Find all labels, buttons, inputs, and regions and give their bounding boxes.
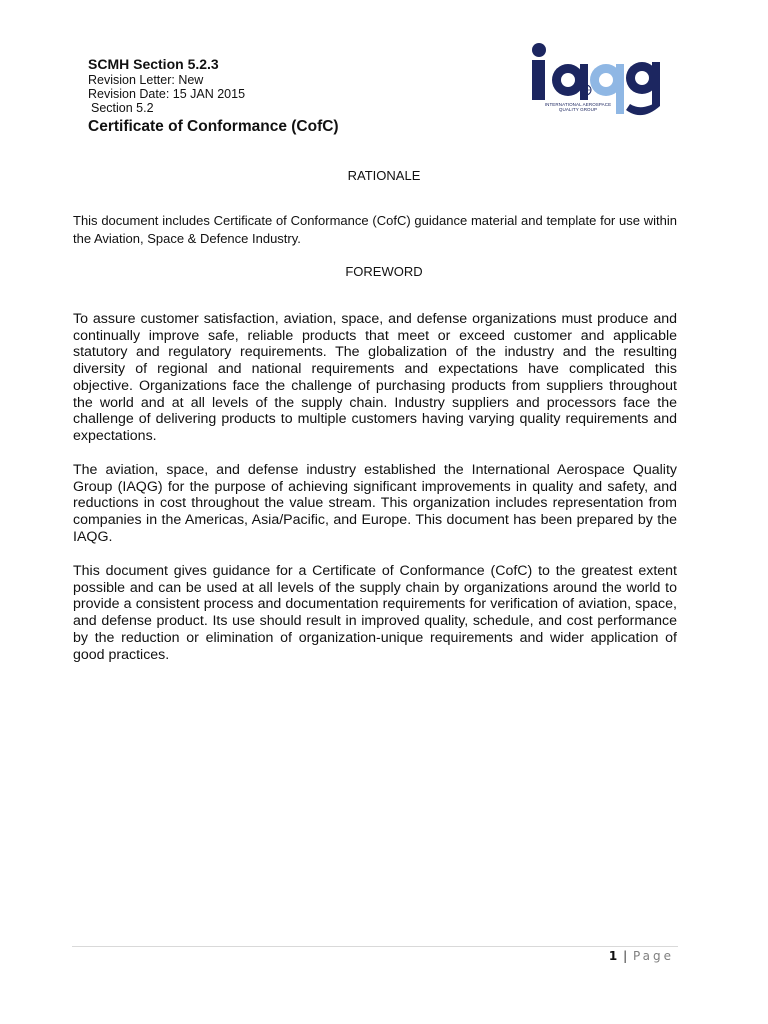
document-id: SCMH Section 5.2.3 <box>88 56 219 72</box>
section-label: Section 5.2 <box>91 101 154 115</box>
foreword-paragraph-2: The aviation, space, and defense industry established the International Aerospace Quality Group (IAQG) for the purpose of achieving significant improvements in quality and safety, and reductions in cost throughout the value stream. This organization includes representation from companies in the Americas, Asia/Pacific, and Europe. This document has been prepared by the IAQG. <box>73 462 677 545</box>
rationale-heading: RATIONALE <box>347 168 421 183</box>
footer-separator: | <box>623 949 628 963</box>
revision-date: Revision Date: 15 JAN 2015 <box>88 87 246 101</box>
foreword-heading: FOREWORD <box>345 264 423 279</box>
page-label: Page <box>632 949 674 963</box>
page-footer <box>560 949 674 963</box>
document-title: Certificate of Conformance (CofC) <box>88 118 339 135</box>
document-header <box>88 56 508 137</box>
iaqg-logo <box>528 40 664 120</box>
page-number: 1 <box>608 949 618 963</box>
logo-lettering: INTERNATIONAL AEROSPACE QUALITY GROUP <box>544 102 612 112</box>
foreword-paragraph-3: This document gives guidance for a Certificate of Conformance (CofC) to the greatest extent possible and can be used at all levels of the supply chain by organizations around the world to provide a consistent process and documentation requirements for verification of aviation, space, and defense product. Its use should result in improved quality, schedule, and cost performance by the reduction or elimination of organization-unique requirements and wider application of good practices. <box>73 563 677 663</box>
footer-divider <box>72 946 678 947</box>
rationale-text: This document includes Certificate of Conformance (CofC) guidance material and template for use within the Aviation, Space & Defence Industry. <box>73 213 677 246</box>
revision-letter: Revision Letter: New <box>88 73 204 87</box>
foreword-paragraph-1: To assure customer satisfaction, aviation, space, and defense organizations must produce and continually improve safe, reliable products that meet or exceed customer and applicable statutory and regulatory requirements. The globalization of the industry and the resulting diversity of regional and national requirements and expectations have complicated this objective. Organizations face the challenge of purchasing products from suppliers throughout the world and at all levels of the supply chain. Industry suppliers and processors face the challenge of delivering products to multiple customers having varying quality requirements and expectations. <box>73 311 677 444</box>
